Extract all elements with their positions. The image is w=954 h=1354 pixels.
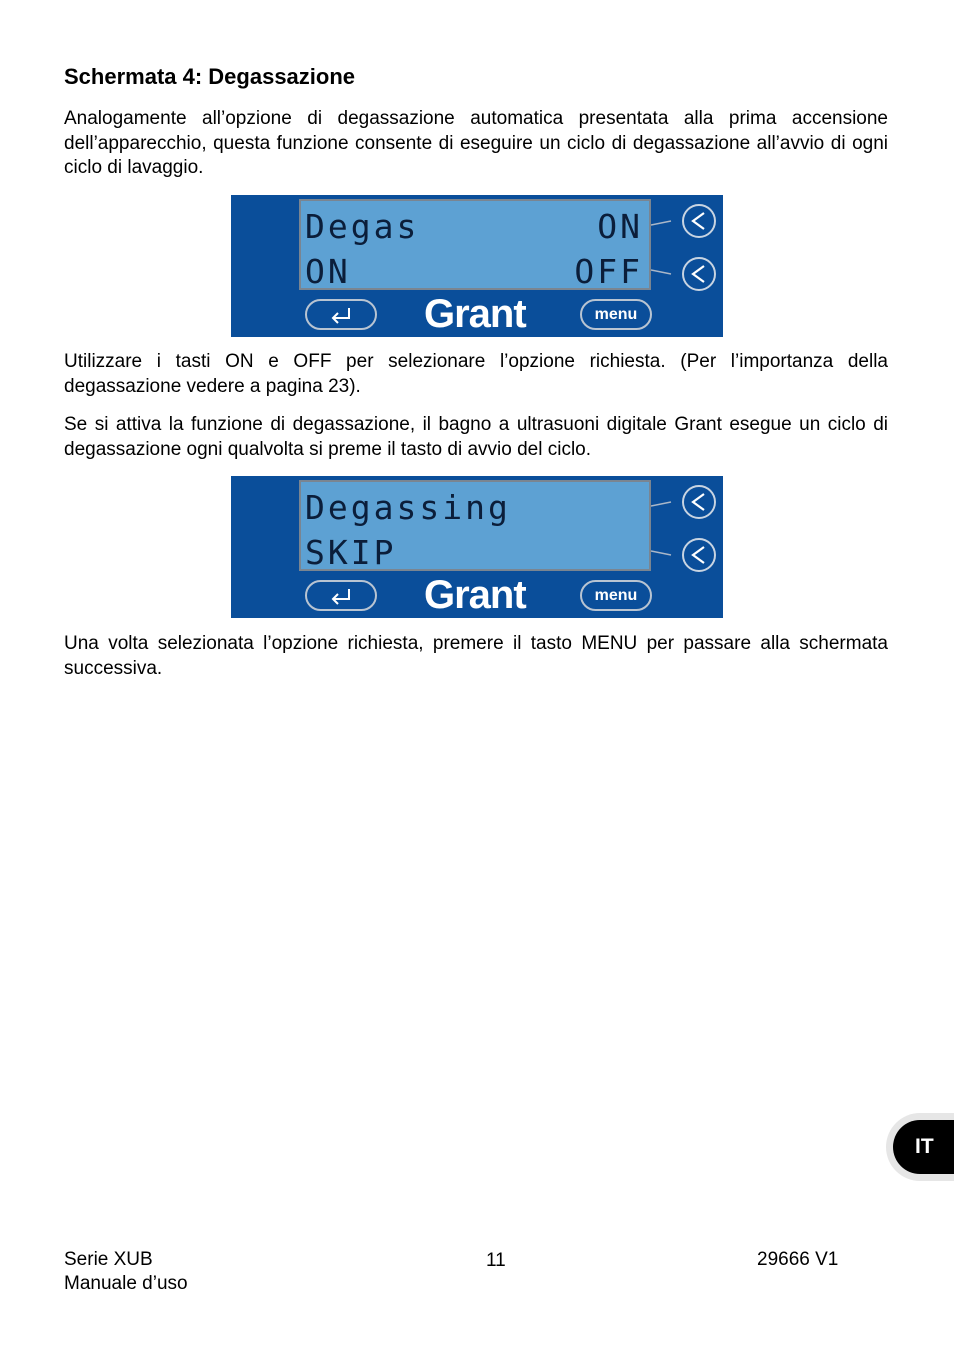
lcd-display (299, 199, 651, 290)
lcd-option-skip: SKIP (305, 533, 397, 572)
connector-lines (651, 195, 685, 295)
control-panel-degas (231, 195, 723, 337)
footer-manual: Manuale d’uso (64, 1273, 188, 1294)
brand-logo: Grant (424, 292, 526, 336)
brand-logo: Grant (424, 573, 526, 617)
control-panel-degassing (231, 476, 723, 618)
selection-paragraph: Utilizzare i tasti ON e OFF per selezionare l’opzione richiesta. (Per l’importanza della degassazione vedere a pagina 23). (64, 351, 888, 397)
bottom-select-button[interactable] (682, 257, 716, 291)
document-code: 29666 V1 (757, 1249, 839, 1270)
enter-button[interactable] (305, 299, 377, 330)
lcd-row-1 (305, 207, 643, 247)
menu-button[interactable]: menu (580, 299, 652, 330)
activation-paragraph: Se si attiva la funzione di degassazione, il bagno a ultrasuoni digitale Grant esegue un ciclo di degassazione ogni qualvolta si preme il tasto di avvio del ciclo. (64, 414, 888, 460)
lcd-option-on: ON (305, 252, 351, 291)
top-select-button[interactable] (682, 204, 716, 238)
chevron-left-icon (684, 487, 714, 517)
lcd-display (299, 480, 651, 571)
lcd-row-1 (305, 488, 643, 528)
lcd-label-degas: Degas (305, 207, 420, 246)
enter-button[interactable] (305, 580, 377, 611)
footer-series: Serie XUB (64, 1249, 153, 1270)
connector-lines (651, 476, 685, 576)
lcd-label-degassing: Degassing (305, 488, 511, 527)
language-tab: IT (893, 1120, 954, 1174)
page-number: 11 (486, 1250, 506, 1271)
footer-left (64, 1248, 188, 1296)
intro-paragraph: Analogamente all’opzione di degassazione automatica presentata alla prima accensione dell’apparecchio, questa funzione consente di eseguire un ciclo di degassazione all’avvio di ogni ciclo di lavaggio. (64, 108, 888, 178)
lcd-row-2 (305, 533, 643, 573)
enter-arrow-icon (329, 306, 355, 324)
top-select-button[interactable] (682, 485, 716, 519)
chevron-left-icon (684, 540, 714, 570)
chevron-left-icon (684, 206, 714, 236)
lcd-row-2 (305, 252, 643, 292)
menu-button[interactable]: menu (580, 580, 652, 611)
lcd-option-off: OFF (574, 252, 643, 291)
lcd-status-on: ON (597, 207, 643, 246)
chevron-left-icon (684, 259, 714, 289)
enter-arrow-icon (329, 587, 355, 605)
bottom-select-button[interactable] (682, 538, 716, 572)
section-heading: Schermata 4: Degassazione (64, 64, 356, 89)
next-screen-paragraph: Una volta selezionata l’opzione richiesta, premere il tasto MENU per passare alla schermata successiva. (64, 633, 888, 679)
